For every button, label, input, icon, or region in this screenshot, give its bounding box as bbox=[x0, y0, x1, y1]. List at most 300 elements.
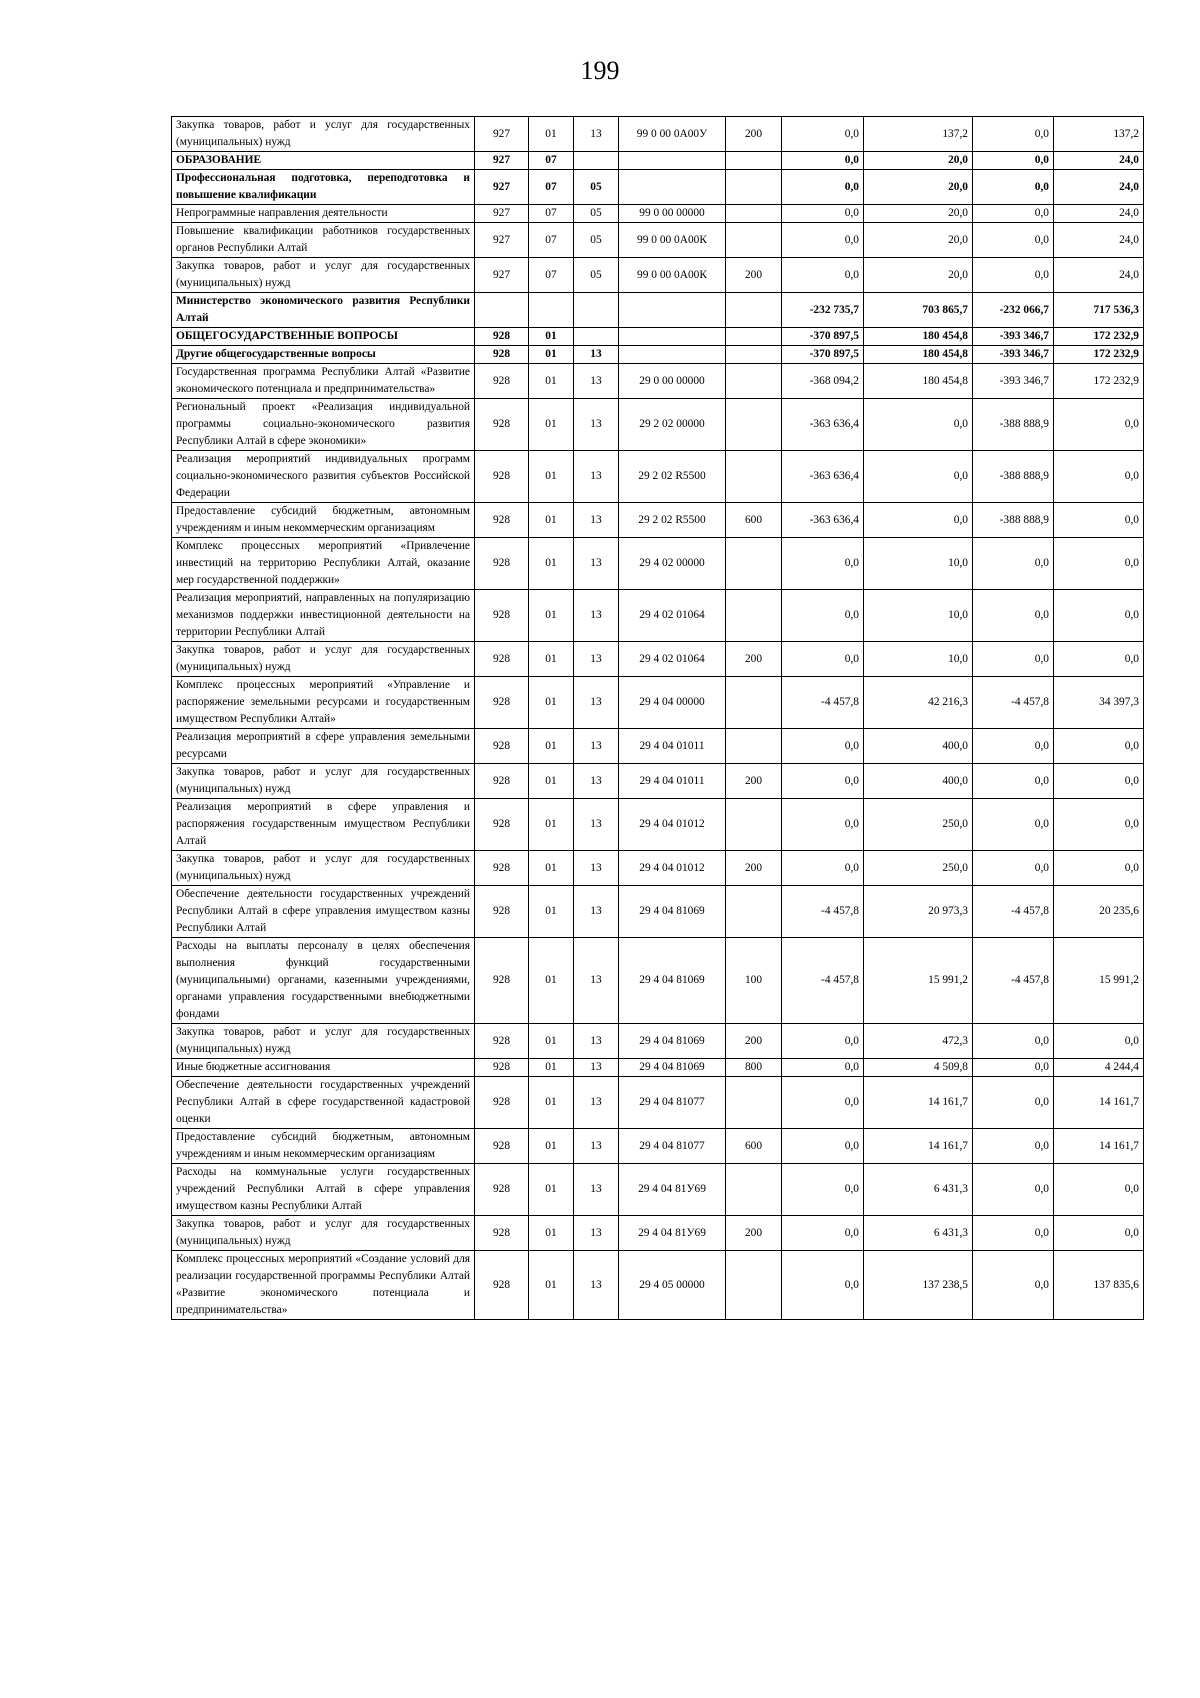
cell-target-article bbox=[619, 152, 726, 170]
cell-amount-3: -388 888,9 bbox=[973, 451, 1054, 503]
table-row bbox=[172, 729, 1144, 764]
cell-amount-3: 0,0 bbox=[973, 117, 1054, 152]
cell-subsection: 13 bbox=[574, 1059, 619, 1077]
table-row bbox=[172, 1059, 1144, 1077]
table-row bbox=[172, 205, 1144, 223]
cell-amount-2: 15 991,2 bbox=[864, 938, 973, 1024]
cell-amount-2: 180 454,8 bbox=[864, 346, 973, 364]
cell-target-article: 29 4 04 81069 bbox=[619, 1059, 726, 1077]
cell-expense-type bbox=[726, 1077, 782, 1129]
cell-target-article: 29 4 04 81У69 bbox=[619, 1164, 726, 1216]
cell-name: Реализация мероприятий индивидуальных программ социально-экономического развития субъектов Российской Федерации bbox=[172, 451, 475, 503]
table-row bbox=[172, 799, 1144, 851]
cell-section: 01 bbox=[529, 503, 574, 538]
cell-expense-type bbox=[726, 1251, 782, 1320]
cell-amount-1: 0,0 bbox=[782, 170, 864, 205]
cell-amount-3: 0,0 bbox=[973, 205, 1054, 223]
table-row bbox=[172, 938, 1144, 1024]
table-row bbox=[172, 399, 1144, 451]
cell-amount-3: -393 346,7 bbox=[973, 364, 1054, 399]
cell-amount-1: -368 094,2 bbox=[782, 364, 864, 399]
cell-amount-4: 24,0 bbox=[1054, 223, 1144, 258]
page-number: 199 bbox=[580, 56, 620, 85]
cell-amount-4: 24,0 bbox=[1054, 152, 1144, 170]
cell-ministry-code: 927 bbox=[475, 223, 529, 258]
cell-subsection: 13 bbox=[574, 346, 619, 364]
cell-section: 01 bbox=[529, 538, 574, 590]
cell-amount-2: 250,0 bbox=[864, 851, 973, 886]
cell-expense-type bbox=[726, 538, 782, 590]
cell-subsection: 13 bbox=[574, 590, 619, 642]
cell-ministry-code: 927 bbox=[475, 205, 529, 223]
cell-ministry-code: 928 bbox=[475, 590, 529, 642]
cell-ministry-code: 928 bbox=[475, 1024, 529, 1059]
cell-subsection: 13 bbox=[574, 1251, 619, 1320]
cell-name: Закупка товаров, работ и услуг для государственных (муниципальных) нужд bbox=[172, 117, 475, 152]
cell-subsection: 13 bbox=[574, 503, 619, 538]
cell-amount-2: 250,0 bbox=[864, 799, 973, 851]
cell-target-article: 29 4 04 81069 bbox=[619, 1024, 726, 1059]
cell-amount-2: 4 509,8 bbox=[864, 1059, 973, 1077]
cell-amount-1: -4 457,8 bbox=[782, 938, 864, 1024]
cell-target-article: 29 2 02 00000 bbox=[619, 399, 726, 451]
cell-name: Закупка товаров, работ и услуг для государственных (муниципальных) нужд bbox=[172, 642, 475, 677]
cell-name: Реализация мероприятий, направленных на популяризацию механизмов поддержки инвестиционной деятельности на территории Республики Алтай bbox=[172, 590, 475, 642]
cell-amount-3: 0,0 bbox=[973, 1216, 1054, 1251]
cell-ministry-code: 928 bbox=[475, 1216, 529, 1251]
cell-amount-1: 0,0 bbox=[782, 1077, 864, 1129]
cell-ministry-code: 928 bbox=[475, 1164, 529, 1216]
cell-section: 01 bbox=[529, 451, 574, 503]
cell-name: Закупка товаров, работ и услуг для государственных (муниципальных) нужд bbox=[172, 851, 475, 886]
cell-amount-3: -388 888,9 bbox=[973, 503, 1054, 538]
cell-amount-1: 0,0 bbox=[782, 729, 864, 764]
cell-target-article: 29 4 04 01012 bbox=[619, 799, 726, 851]
table-row bbox=[172, 1129, 1144, 1164]
cell-amount-4: 20 235,6 bbox=[1054, 886, 1144, 938]
cell-name: Обеспечение деятельности государственных учреждений Республики Алтай в сфере государственной кадастровой оценки bbox=[172, 1077, 475, 1129]
cell-target-article: 29 4 04 01011 bbox=[619, 764, 726, 799]
table-row bbox=[172, 1077, 1144, 1129]
cell-subsection: 05 bbox=[574, 223, 619, 258]
cell-amount-1: 0,0 bbox=[782, 117, 864, 152]
cell-expense-type bbox=[726, 223, 782, 258]
cell-target-article: 29 4 02 01064 bbox=[619, 642, 726, 677]
cell-amount-3: 0,0 bbox=[973, 799, 1054, 851]
cell-section: 07 bbox=[529, 258, 574, 293]
cell-amount-4: 0,0 bbox=[1054, 399, 1144, 451]
cell-expense-type bbox=[726, 328, 782, 346]
cell-name: Расходы на коммунальные услуги государственных учреждений Республики Алтай в сфере управления имуществом казны Республики Алтай bbox=[172, 1164, 475, 1216]
cell-amount-1: 0,0 bbox=[782, 799, 864, 851]
cell-expense-type bbox=[726, 152, 782, 170]
table-row bbox=[172, 851, 1144, 886]
cell-amount-2: 180 454,8 bbox=[864, 328, 973, 346]
cell-name: Комплекс процессных мероприятий «Управление и распоряжение земельными ресурсами и государственным имуществом Республики Алтай» bbox=[172, 677, 475, 729]
cell-amount-1: 0,0 bbox=[782, 1164, 864, 1216]
cell-expense-type bbox=[726, 346, 782, 364]
cell-section: 01 bbox=[529, 1251, 574, 1320]
table-row bbox=[172, 152, 1144, 170]
cell-name: Непрограммные направления деятельности bbox=[172, 205, 475, 223]
cell-amount-3: 0,0 bbox=[973, 764, 1054, 799]
cell-expense-type bbox=[726, 729, 782, 764]
cell-subsection: 05 bbox=[574, 258, 619, 293]
cell-section: 01 bbox=[529, 117, 574, 152]
cell-subsection bbox=[574, 152, 619, 170]
cell-section: 01 bbox=[529, 590, 574, 642]
table-row bbox=[172, 223, 1144, 258]
cell-subsection: 13 bbox=[574, 399, 619, 451]
cell-expense-type bbox=[726, 886, 782, 938]
cell-amount-4: 0,0 bbox=[1054, 1164, 1144, 1216]
cell-amount-2: 472,3 bbox=[864, 1024, 973, 1059]
cell-expense-type: 800 bbox=[726, 1059, 782, 1077]
cell-amount-3: 0,0 bbox=[973, 170, 1054, 205]
cell-expense-type: 200 bbox=[726, 764, 782, 799]
cell-section: 01 bbox=[529, 886, 574, 938]
cell-subsection: 13 bbox=[574, 764, 619, 799]
cell-amount-1: 0,0 bbox=[782, 205, 864, 223]
cell-amount-2: 180 454,8 bbox=[864, 364, 973, 399]
cell-ministry-code: 927 bbox=[475, 170, 529, 205]
cell-name: Комплекс процессных мероприятий «Привлечение инвестиций на территорию Республики Алтай, оказание мер государственной поддержки» bbox=[172, 538, 475, 590]
cell-section: 01 bbox=[529, 1077, 574, 1129]
table-row bbox=[172, 886, 1144, 938]
cell-expense-type: 100 bbox=[726, 938, 782, 1024]
cell-amount-1: -363 636,4 bbox=[782, 451, 864, 503]
table-row bbox=[172, 117, 1144, 152]
cell-amount-3: 0,0 bbox=[973, 1129, 1054, 1164]
cell-amount-2: 14 161,7 bbox=[864, 1129, 973, 1164]
cell-amount-4: 24,0 bbox=[1054, 170, 1144, 205]
table-row bbox=[172, 590, 1144, 642]
cell-target-article: 29 0 00 00000 bbox=[619, 364, 726, 399]
cell-amount-1: 0,0 bbox=[782, 1059, 864, 1077]
cell-amount-2: 20,0 bbox=[864, 258, 973, 293]
cell-target-article: 29 4 05 00000 bbox=[619, 1251, 726, 1320]
cell-name: Закупка товаров, работ и услуг для государственных (муниципальных) нужд bbox=[172, 1216, 475, 1251]
cell-amount-4: 0,0 bbox=[1054, 799, 1144, 851]
cell-ministry-code: 928 bbox=[475, 1129, 529, 1164]
cell-expense-type bbox=[726, 677, 782, 729]
cell-amount-4: 0,0 bbox=[1054, 451, 1144, 503]
cell-expense-type bbox=[726, 590, 782, 642]
table-row bbox=[172, 764, 1144, 799]
cell-name: Реализация мероприятий в сфере управления земельными ресурсами bbox=[172, 729, 475, 764]
cell-amount-3: 0,0 bbox=[973, 1251, 1054, 1320]
cell-amount-3: -388 888,9 bbox=[973, 399, 1054, 451]
cell-ministry-code: 928 bbox=[475, 1059, 529, 1077]
table-row bbox=[172, 642, 1144, 677]
cell-amount-3: -4 457,8 bbox=[973, 677, 1054, 729]
table-row bbox=[172, 451, 1144, 503]
cell-expense-type: 600 bbox=[726, 1129, 782, 1164]
cell-ministry-code: 928 bbox=[475, 764, 529, 799]
cell-target-article bbox=[619, 346, 726, 364]
cell-amount-3: -393 346,7 bbox=[973, 346, 1054, 364]
cell-amount-1: 0,0 bbox=[782, 538, 864, 590]
cell-amount-4: 0,0 bbox=[1054, 642, 1144, 677]
budget-table bbox=[171, 116, 1144, 1320]
cell-amount-3: 0,0 bbox=[973, 851, 1054, 886]
cell-amount-3: -4 457,8 bbox=[973, 938, 1054, 1024]
cell-expense-type bbox=[726, 451, 782, 503]
cell-subsection: 13 bbox=[574, 1129, 619, 1164]
cell-amount-2: 400,0 bbox=[864, 729, 973, 764]
cell-subsection: 05 bbox=[574, 170, 619, 205]
cell-subsection: 13 bbox=[574, 1216, 619, 1251]
cell-expense-type bbox=[726, 799, 782, 851]
cell-ministry-code: 928 bbox=[475, 451, 529, 503]
cell-ministry-code: 928 bbox=[475, 886, 529, 938]
cell-subsection: 05 bbox=[574, 205, 619, 223]
cell-subsection bbox=[574, 328, 619, 346]
cell-amount-3: 0,0 bbox=[973, 223, 1054, 258]
cell-amount-4: 0,0 bbox=[1054, 764, 1144, 799]
cell-ministry-code: 928 bbox=[475, 328, 529, 346]
cell-amount-1: 0,0 bbox=[782, 1216, 864, 1251]
cell-ministry-code: 928 bbox=[475, 399, 529, 451]
cell-name: Обеспечение деятельности государственных учреждений Республики Алтай в сфере управления имуществом казны Республики Алтай bbox=[172, 886, 475, 938]
cell-section: 07 bbox=[529, 170, 574, 205]
cell-amount-2: 20,0 bbox=[864, 223, 973, 258]
cell-amount-4: 14 161,7 bbox=[1054, 1077, 1144, 1129]
cell-target-article: 29 2 02 R5500 bbox=[619, 503, 726, 538]
cell-section: 07 bbox=[529, 223, 574, 258]
cell-amount-1: -4 457,8 bbox=[782, 886, 864, 938]
cell-amount-3: -4 457,8 bbox=[973, 886, 1054, 938]
cell-name: Предоставление субсидий бюджетным, автономным учреждениям и иным некоммерческим организациям bbox=[172, 1129, 475, 1164]
table-row bbox=[172, 538, 1144, 590]
cell-section: 01 bbox=[529, 642, 574, 677]
cell-amount-1: -4 457,8 bbox=[782, 677, 864, 729]
cell-section bbox=[529, 293, 574, 328]
table-row bbox=[172, 1216, 1144, 1251]
cell-expense-type bbox=[726, 170, 782, 205]
cell-amount-4: 0,0 bbox=[1054, 729, 1144, 764]
cell-amount-2: 10,0 bbox=[864, 642, 973, 677]
cell-name: Профессиональная подготовка, переподготовка и повышение квалификации bbox=[172, 170, 475, 205]
cell-amount-1: 0,0 bbox=[782, 1024, 864, 1059]
cell-ministry-code: 928 bbox=[475, 364, 529, 399]
cell-ministry-code: 928 bbox=[475, 346, 529, 364]
cell-ministry-code: 927 bbox=[475, 152, 529, 170]
cell-section: 01 bbox=[529, 346, 574, 364]
cell-amount-3: 0,0 bbox=[973, 642, 1054, 677]
cell-amount-1: -363 636,4 bbox=[782, 399, 864, 451]
cell-amount-4: 0,0 bbox=[1054, 538, 1144, 590]
cell-subsection bbox=[574, 293, 619, 328]
cell-ministry-code: 928 bbox=[475, 729, 529, 764]
cell-amount-2: 400,0 bbox=[864, 764, 973, 799]
cell-expense-type: 600 bbox=[726, 503, 782, 538]
cell-amount-4: 172 232,9 bbox=[1054, 364, 1144, 399]
table-row bbox=[172, 1164, 1144, 1216]
table-row bbox=[172, 258, 1144, 293]
cell-expense-type bbox=[726, 399, 782, 451]
table-row bbox=[172, 170, 1144, 205]
cell-subsection: 13 bbox=[574, 451, 619, 503]
cell-ministry-code: 928 bbox=[475, 799, 529, 851]
cell-amount-4: 15 991,2 bbox=[1054, 938, 1144, 1024]
cell-target-article: 29 4 04 81У69 bbox=[619, 1216, 726, 1251]
cell-ministry-code: 928 bbox=[475, 503, 529, 538]
cell-amount-2: 20,0 bbox=[864, 205, 973, 223]
table-row bbox=[172, 346, 1144, 364]
cell-target-article bbox=[619, 328, 726, 346]
cell-expense-type: 200 bbox=[726, 851, 782, 886]
cell-name: Министерство экономического развития Республики Алтай bbox=[172, 293, 475, 328]
cell-target-article: 29 4 02 00000 bbox=[619, 538, 726, 590]
cell-subsection: 13 bbox=[574, 1024, 619, 1059]
cell-amount-4: 0,0 bbox=[1054, 590, 1144, 642]
cell-ministry-code: 928 bbox=[475, 938, 529, 1024]
cell-amount-4: 717 536,3 bbox=[1054, 293, 1144, 328]
cell-subsection: 13 bbox=[574, 1164, 619, 1216]
cell-target-article: 29 4 04 01011 bbox=[619, 729, 726, 764]
cell-amount-4: 24,0 bbox=[1054, 258, 1144, 293]
cell-amount-4: 172 232,9 bbox=[1054, 346, 1144, 364]
cell-amount-4: 24,0 bbox=[1054, 205, 1144, 223]
cell-subsection: 13 bbox=[574, 1077, 619, 1129]
cell-expense-type bbox=[726, 293, 782, 328]
cell-amount-3: 0,0 bbox=[973, 590, 1054, 642]
cell-amount-3: 0,0 bbox=[973, 1077, 1054, 1129]
cell-expense-type: 200 bbox=[726, 117, 782, 152]
cell-amount-2: 6 431,3 bbox=[864, 1216, 973, 1251]
cell-amount-4: 137,2 bbox=[1054, 117, 1144, 152]
cell-amount-3: -393 346,7 bbox=[973, 328, 1054, 346]
cell-target-article: 29 4 04 81077 bbox=[619, 1129, 726, 1164]
cell-section: 01 bbox=[529, 364, 574, 399]
cell-section: 01 bbox=[529, 938, 574, 1024]
cell-target-article: 29 2 02 R5500 bbox=[619, 451, 726, 503]
cell-ministry-code: 927 bbox=[475, 258, 529, 293]
cell-target-article: 29 4 04 81069 bbox=[619, 886, 726, 938]
cell-target-article: 29 4 02 01064 bbox=[619, 590, 726, 642]
cell-amount-4: 172 232,9 bbox=[1054, 328, 1144, 346]
cell-expense-type bbox=[726, 1164, 782, 1216]
cell-amount-1: 0,0 bbox=[782, 223, 864, 258]
cell-subsection: 13 bbox=[574, 642, 619, 677]
cell-name: Реализация мероприятий в сфере управления и распоряжения государственным имуществом Республики Алтай bbox=[172, 799, 475, 851]
cell-amount-3: 0,0 bbox=[973, 1024, 1054, 1059]
cell-amount-2: 10,0 bbox=[864, 590, 973, 642]
table-row bbox=[172, 1024, 1144, 1059]
cell-expense-type: 200 bbox=[726, 1024, 782, 1059]
cell-amount-2: 10,0 bbox=[864, 538, 973, 590]
cell-amount-2: 0,0 bbox=[864, 503, 973, 538]
cell-section: 01 bbox=[529, 399, 574, 451]
cell-amount-2: 137 238,5 bbox=[864, 1251, 973, 1320]
cell-ministry-code: 928 bbox=[475, 538, 529, 590]
cell-amount-2: 20 973,3 bbox=[864, 886, 973, 938]
cell-amount-4: 4 244,4 bbox=[1054, 1059, 1144, 1077]
table-row bbox=[172, 328, 1144, 346]
cell-amount-2: 0,0 bbox=[864, 399, 973, 451]
cell-amount-1: 0,0 bbox=[782, 642, 864, 677]
cell-section: 01 bbox=[529, 799, 574, 851]
cell-amount-1: 0,0 bbox=[782, 1129, 864, 1164]
cell-section: 01 bbox=[529, 1059, 574, 1077]
cell-amount-4: 14 161,7 bbox=[1054, 1129, 1144, 1164]
table-row bbox=[172, 1251, 1144, 1320]
cell-subsection: 13 bbox=[574, 538, 619, 590]
cell-amount-2: 20,0 bbox=[864, 152, 973, 170]
cell-amount-1: -363 636,4 bbox=[782, 503, 864, 538]
cell-target-article: 99 0 00 00000 bbox=[619, 205, 726, 223]
cell-subsection: 13 bbox=[574, 117, 619, 152]
cell-name: Государственная программа Республики Алтай «Развитие экономического потенциала и предпринимательства» bbox=[172, 364, 475, 399]
cell-amount-1: 0,0 bbox=[782, 1251, 864, 1320]
cell-amount-2: 42 216,3 bbox=[864, 677, 973, 729]
cell-amount-1: 0,0 bbox=[782, 152, 864, 170]
cell-target-article: 29 4 04 81077 bbox=[619, 1077, 726, 1129]
cell-amount-1: -370 897,5 bbox=[782, 328, 864, 346]
cell-subsection: 13 bbox=[574, 886, 619, 938]
table-row bbox=[172, 293, 1144, 328]
table-row bbox=[172, 503, 1144, 538]
cell-expense-type: 200 bbox=[726, 1216, 782, 1251]
cell-amount-4: 0,0 bbox=[1054, 503, 1144, 538]
table-row bbox=[172, 364, 1144, 399]
cell-amount-1: 0,0 bbox=[782, 851, 864, 886]
cell-amount-3: -232 066,7 bbox=[973, 293, 1054, 328]
cell-ministry-code: 928 bbox=[475, 677, 529, 729]
cell-amount-1: 0,0 bbox=[782, 258, 864, 293]
cell-subsection: 13 bbox=[574, 364, 619, 399]
cell-section: 07 bbox=[529, 205, 574, 223]
cell-name: Закупка товаров, работ и услуг для государственных (муниципальных) нужд bbox=[172, 1024, 475, 1059]
cell-section: 01 bbox=[529, 764, 574, 799]
cell-amount-1: 0,0 bbox=[782, 590, 864, 642]
cell-ministry-code: 928 bbox=[475, 642, 529, 677]
cell-amount-2: 20,0 bbox=[864, 170, 973, 205]
cell-amount-1: 0,0 bbox=[782, 764, 864, 799]
cell-section: 01 bbox=[529, 729, 574, 764]
cell-target-article: 29 4 04 81069 bbox=[619, 938, 726, 1024]
cell-subsection: 13 bbox=[574, 677, 619, 729]
cell-target-article: 99 0 00 0А00К bbox=[619, 223, 726, 258]
cell-amount-3: 0,0 bbox=[973, 152, 1054, 170]
cell-section: 01 bbox=[529, 1024, 574, 1059]
cell-amount-3: 0,0 bbox=[973, 729, 1054, 764]
cell-amount-2: 6 431,3 bbox=[864, 1164, 973, 1216]
cell-amount-1: -232 735,7 bbox=[782, 293, 864, 328]
cell-target-article: 99 0 00 0А00К bbox=[619, 258, 726, 293]
cell-name: Закупка товаров, работ и услуг для государственных (муниципальных) нужд bbox=[172, 764, 475, 799]
cell-amount-2: 14 161,7 bbox=[864, 1077, 973, 1129]
cell-name: Региональный проект «Реализация индивидуальной программы социально-экономического развития Республики Алтай в сфере экономики» bbox=[172, 399, 475, 451]
cell-amount-4: 0,0 bbox=[1054, 1024, 1144, 1059]
cell-section: 01 bbox=[529, 1129, 574, 1164]
cell-amount-4: 0,0 bbox=[1054, 1216, 1144, 1251]
cell-amount-2: 0,0 bbox=[864, 451, 973, 503]
cell-ministry-code: 927 bbox=[475, 117, 529, 152]
cell-subsection: 13 bbox=[574, 938, 619, 1024]
cell-ministry-code: 928 bbox=[475, 1077, 529, 1129]
cell-amount-3: 0,0 bbox=[973, 258, 1054, 293]
cell-target-article: 29 4 04 00000 bbox=[619, 677, 726, 729]
cell-expense-type bbox=[726, 364, 782, 399]
cell-amount-2: 703 865,7 bbox=[864, 293, 973, 328]
cell-target-article: 99 0 00 0А00У bbox=[619, 117, 726, 152]
cell-ministry-code bbox=[475, 293, 529, 328]
table-row bbox=[172, 677, 1144, 729]
cell-name: Повышение квалификации работников государственных органов Республики Алтай bbox=[172, 223, 475, 258]
cell-target-article bbox=[619, 170, 726, 205]
